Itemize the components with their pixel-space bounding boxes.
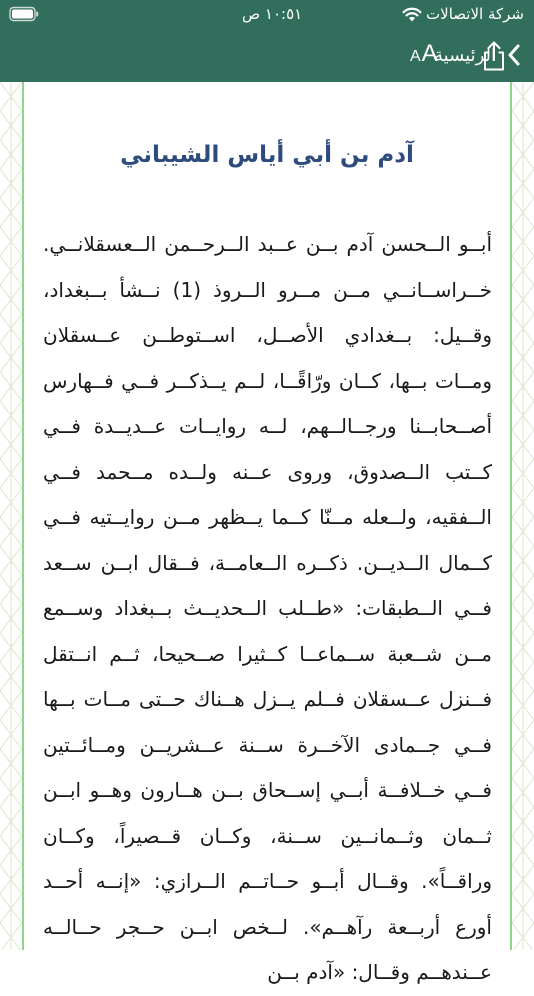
content-border-right [510,82,512,950]
font-size-large-glyph: A [421,40,439,67]
navigation-header [0,0,534,82]
battery-icon [9,6,39,22]
share-icon[interactable] [481,40,507,72]
chevron-left-icon [506,43,522,67]
wifi-icon [402,6,422,22]
status-bar [0,0,534,30]
decorative-pattern-left [0,82,22,950]
font-size-button[interactable] [410,40,439,74]
back-label: الرئيسية [434,44,496,66]
content-border-left [22,82,24,950]
status-time: ١٠:٥١ ص [242,5,303,23]
article-body: أبــو الــحسن آدم بــن عــبد الــرحــمن الــعسقلانــي. خــراســانــي مــن مــرو الــروذ (1) نــشأ بــبغداد، وقــيل: بــغدادي الأصــل، اســتوطــن عــسقلان ومــات بــها، كــان ورّاقًــا، لــم يــذكــر فــي فــهارس أصــحابــنا ورجــالــهم، لــه روايــات عــديــدة فــي كــتب الــصدوق، وروى عــنه ولــده مــحمد فــي الــفقيه، ولــعله مــنّا كــما يــظهر مــن روايــتيه فــي كــمال الــديــن. ذكــره الــعامــة، فــقال ابــن ســعد فــي الــطبقات: «طــلب الــحديــث بــبغداد وســمع مــن شــعبة ســماعــا كــثيرا صــحيحا، ثــم انــتقل فــنزل عــسقلان فــلم يــزل هــناك حــتى مــات بــها فــي جــمادى الآخــرة ســنة عــشريــن ومــائــتين فــي خــلافــة أبــي إســحاق بــن هــارون وهــو ابــن ثــمان وثــمانــين ســنة، وكــان قــصيراً، وكــان وراقــاً». وقــال أبــو حــاتــم الــرازي: «إنــه أحــد أورع أربــعة رآهــم». لــخص ابــن حــجر حــالــه عــندهــم وقــال: «آدم بــن [43,232,493,984]
article-title: آدم بن أبي أياس الشيباني [120,142,414,168]
decorative-pattern-right [512,82,534,950]
back-button[interactable] [434,36,522,74]
article [32,82,502,984]
font-size-small-glyph: A [410,48,422,65]
carrier-name: شركة الاتصالات [426,5,524,23]
content-area[interactable] [0,82,534,984]
